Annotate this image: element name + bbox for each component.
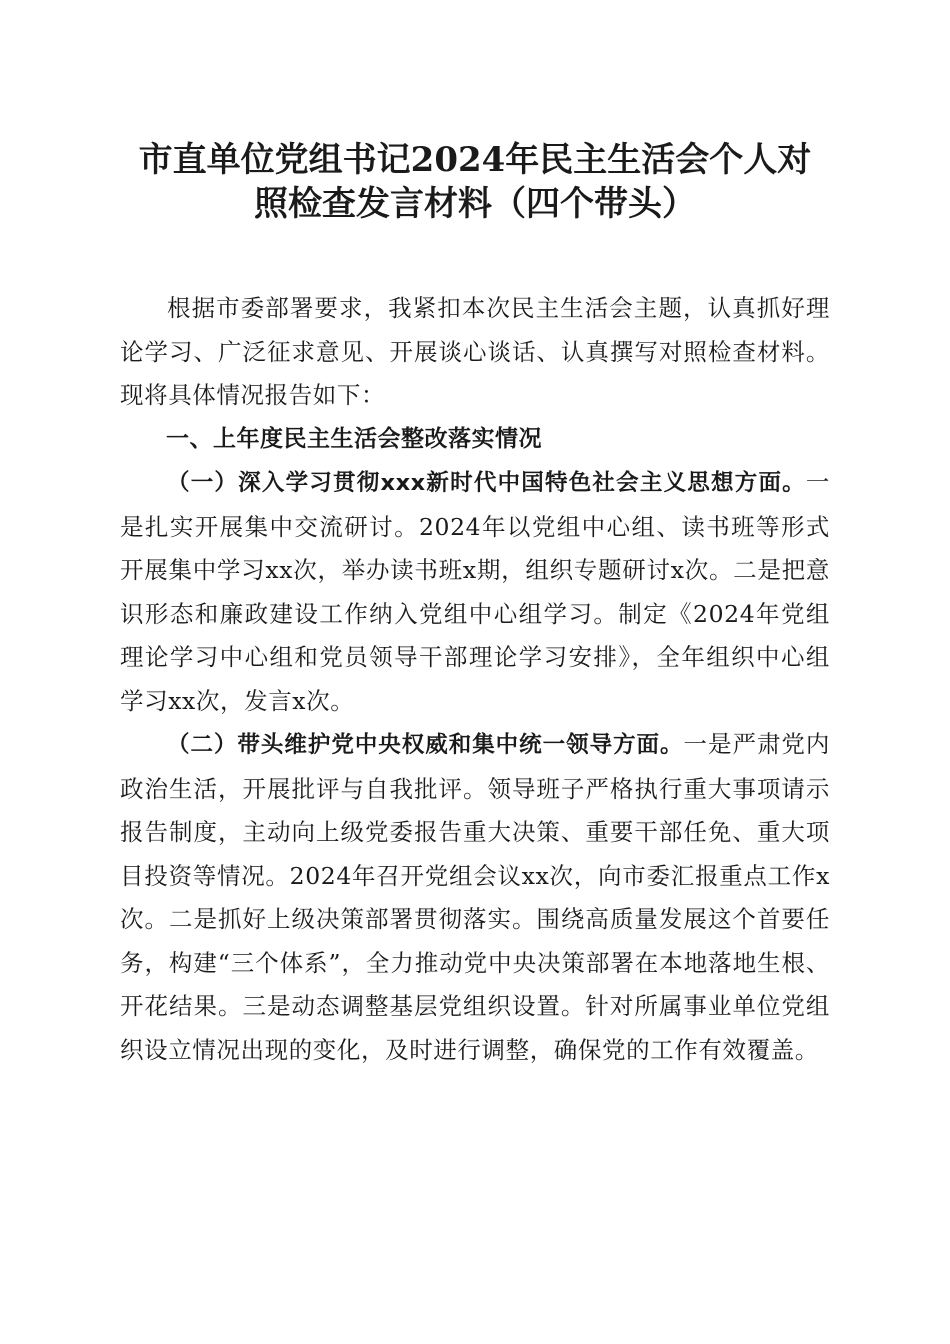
document-title xyxy=(120,138,830,226)
section-item-1 xyxy=(120,461,830,723)
item-1-label: （一）深入学习贯彻xxx新时代中国特色社会主义思想方面。 xyxy=(167,470,806,496)
section-item-2 xyxy=(120,723,830,1072)
title-line-2: 照检查发言材料（四个带头） xyxy=(254,184,696,224)
intro-paragraph: 根据市委部署要求，我紧扣本次民主生活会主题，认真抓好理论学习、广泛征求意见、开展谈心谈话、认真撰写对照检查材料。现将具体情况报告如下： xyxy=(120,294,830,409)
item-2-label: （二）带头维护党中央权威和集中统一领导方面。 xyxy=(167,732,684,758)
section-heading: 一、上年度民主生活会整改落实情况 xyxy=(166,425,542,452)
document-page xyxy=(120,138,830,1072)
item-2-body: 一是严肃党内政治生活，开展批评与自我批评。领导班子严格执行重大事项请示报告制度，主动向上级党委报告重大决策、重要干部任免、重大项目投资等情况。2024年召开党组会议xx次，向市委汇报重点工作x次。二是抓好上级决策部署贯彻落实。围绕高质量发展这个首要任务，构建“三个体系”，全力推动党中央决策部署在本地落地生根、开花结果。三是动态调整基层党组织设置。针对所属事业单位党组织设立情况出现的变化，及时进行调整，确保党的工作有效覆盖。 xyxy=(120,730,831,1064)
item-1-body: 一是扎实开展集中交流研讨。2024年以党组中心组、读书班等形式开展集中学习xx次，举办读书班x期，组织专题研讨x次。二是把意识形态和廉政建设工作纳入党组中心组学习。制定《2024年党组理论学习中心组和党员领导干部理论学习安排》，全年组织中心组学习xx次，发言x次。 xyxy=(120,468,830,715)
title-line-1: 市直单位党组书记2024年民主生活会个人对 xyxy=(138,140,812,180)
